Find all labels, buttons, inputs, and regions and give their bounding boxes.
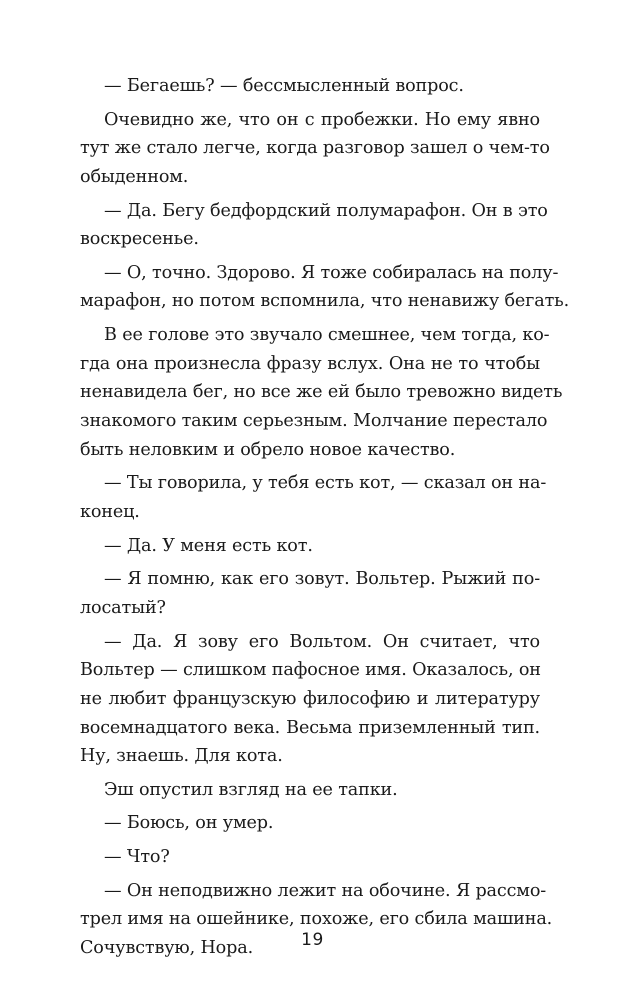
text-line: восемнадцатого века. Весьма приземленный тип. xyxy=(80,717,540,738)
text-line: Сочувствую, Нора. xyxy=(80,937,254,958)
page-number: 19 xyxy=(301,930,324,950)
text-line: Вольтер — слишком пафосное имя. Оказалось, он xyxy=(80,660,541,681)
text-line: тут же стало легче, когда разговор зашел о чем-то xyxy=(80,138,550,159)
text-line: — Да. Я зову его Вольтом. Он считает, что xyxy=(104,631,540,652)
text-line: воскресенье. xyxy=(80,229,199,250)
text-line: Очевидно же, что он с пробежки. Но ему явно xyxy=(104,109,540,130)
text-line: — Я помню, как его зовут. Вольтер. Рыжий по- xyxy=(104,569,540,590)
text-line: — Да. Бегу бедфордский полумарафон. Он в это xyxy=(104,200,548,221)
text-line: — Бегаешь? — бессмысленный вопрос. xyxy=(104,76,464,96)
text-line: конец. xyxy=(80,502,140,523)
text-line: не любит французскую философию и литературу xyxy=(80,688,540,709)
text-line: Ну, знаешь. Для кота. xyxy=(80,746,283,767)
text-line: — О, точно. Здорово. Я тоже собиралась на полу- xyxy=(104,262,559,283)
body-text xyxy=(80,72,570,963)
text-line: ненавидела бег, но все же ей было тревожно видеть xyxy=(80,382,563,403)
text-line: — Он неподвижно лежит на обочине. Я рассмо- xyxy=(104,880,547,901)
text-line: В ее голове это звучало смешнее, чем тогда, ко- xyxy=(104,325,550,346)
text-line: — Что? xyxy=(104,846,170,867)
text-line: марафон, но потом вспомнила, что ненавижу бегать. xyxy=(80,291,570,312)
text-line: трел имя на ошейнике, похоже, его сбила машина. xyxy=(80,909,553,930)
text-line: гда она произнесла фразу вслух. Она не то чтобы xyxy=(80,353,540,374)
text-line: лосатый? xyxy=(80,597,166,618)
text-line: быть неловким и обрело новое качество. xyxy=(80,439,456,460)
text-line: Эш опустил взгляд на ее тапки. xyxy=(104,779,398,800)
text-line: — Ты говорила, у тебя есть кот, — сказал он на- xyxy=(104,473,547,494)
text-line: — Да. У меня есть кот. xyxy=(104,535,313,556)
text-line: знакомого таким серьезным. Молчание перестало xyxy=(80,411,548,432)
text-line: — Боюсь, он умер. xyxy=(104,813,274,834)
text-line: обыденном. xyxy=(80,166,189,187)
